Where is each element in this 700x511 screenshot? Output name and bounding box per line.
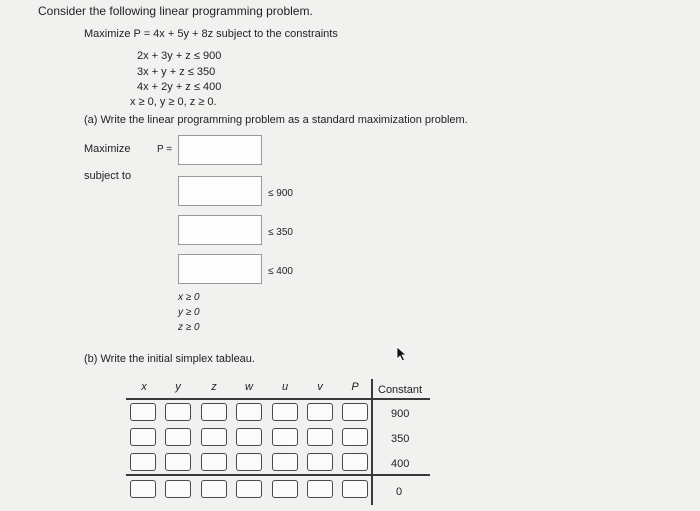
tableau-constant-r1: 900 xyxy=(391,408,410,420)
constraint-3-input[interactable] xyxy=(178,254,262,284)
constraint-1-input[interactable] xyxy=(178,176,262,206)
tableau-cell-r3-z[interactable] xyxy=(201,453,227,471)
y-nonneg: y ≥ 0 xyxy=(178,307,200,318)
maximize-label: Maximize xyxy=(84,143,131,155)
constraint-2: 3x + y + z ≤ 350 xyxy=(137,66,216,78)
col-header-u: u xyxy=(281,381,289,393)
tableau-cell-r1-u[interactable] xyxy=(272,403,298,421)
col-header-z: z xyxy=(211,381,217,393)
tableau-cell-r1-y[interactable] xyxy=(165,403,191,421)
constraint-2-input[interactable] xyxy=(178,215,262,245)
constraint-1: 2x + 3y + z ≤ 900 xyxy=(137,50,222,62)
tableau-cell-r4-x[interactable] xyxy=(130,480,156,498)
tableau-cell-r4-p[interactable] xyxy=(342,480,368,498)
constraint-1-rhs: ≤ 900 xyxy=(268,188,293,199)
col-header-p: P xyxy=(351,381,359,393)
tableau-top-line xyxy=(126,398,430,400)
tableau-cell-r3-v[interactable] xyxy=(307,453,333,471)
constraint-3-rhs: ≤ 400 xyxy=(268,266,293,277)
x-nonneg: x ≥ 0 xyxy=(178,292,200,303)
tableau-cell-r1-z[interactable] xyxy=(201,403,227,421)
constraint-3: 4x + 2y + z ≤ 400 xyxy=(137,81,222,93)
tableau-cell-r1-w[interactable] xyxy=(236,403,262,421)
objective-input[interactable] xyxy=(178,135,262,165)
objective-line: Maximize P = 4x + 5y + 8z subject to the constraints xyxy=(84,28,338,40)
p-label: P = xyxy=(157,144,173,155)
col-header-y: y xyxy=(175,381,181,393)
tableau-cell-r2-z[interactable] xyxy=(201,428,227,446)
tableau-cell-r2-x[interactable] xyxy=(130,428,156,446)
problem-intro: Consider the following linear programming problem. xyxy=(38,4,313,18)
tableau-cell-r2-p[interactable] xyxy=(342,428,368,446)
subject-to-label: subject to xyxy=(84,170,132,182)
tableau-cell-r4-z[interactable] xyxy=(201,480,227,498)
part-a-heading: (a) Write the linear programming problem as a standard maximization problem. xyxy=(84,114,468,126)
mouse-cursor-icon xyxy=(396,346,408,362)
tableau-cell-r1-v[interactable] xyxy=(307,403,333,421)
part-b-heading: (b) Write the initial simplex tableau. xyxy=(84,353,255,365)
tableau-cell-r1-x[interactable] xyxy=(130,403,156,421)
nonnegativity-line: x ≥ 0, y ≥ 0, z ≥ 0. xyxy=(130,96,217,108)
tableau-cell-r4-u[interactable] xyxy=(272,480,298,498)
tableau-cell-r2-y[interactable] xyxy=(165,428,191,446)
tableau-cell-r2-w[interactable] xyxy=(236,428,262,446)
col-header-v: v xyxy=(317,381,323,393)
tableau-cell-r3-x[interactable] xyxy=(130,453,156,471)
col-header-constant: Constant xyxy=(378,384,423,396)
objective-row-line xyxy=(126,474,430,476)
tableau-cell-r2-u[interactable] xyxy=(272,428,298,446)
tableau-cell-r4-y[interactable] xyxy=(165,480,191,498)
tableau-constant-r4: 0 xyxy=(396,486,403,498)
tableau-cell-r2-v[interactable] xyxy=(307,428,333,446)
tableau-cell-r3-y[interactable] xyxy=(165,453,191,471)
z-nonneg: z ≥ 0 xyxy=(178,322,200,333)
tableau-cell-r4-w[interactable] xyxy=(236,480,262,498)
tableau-cell-r1-p[interactable] xyxy=(342,403,368,421)
constraint-2-rhs: ≤ 350 xyxy=(268,227,293,238)
tableau-cell-r3-w[interactable] xyxy=(236,453,262,471)
tableau-constant-r2: 350 xyxy=(391,433,410,445)
tableau-cell-r4-v[interactable] xyxy=(307,480,333,498)
col-header-w: w xyxy=(245,381,253,393)
tableau-cell-r3-p[interactable] xyxy=(342,453,368,471)
col-header-x: x xyxy=(141,381,147,393)
tableau-constant-r3: 400 xyxy=(391,458,410,470)
tableau-cell-r3-u[interactable] xyxy=(272,453,298,471)
